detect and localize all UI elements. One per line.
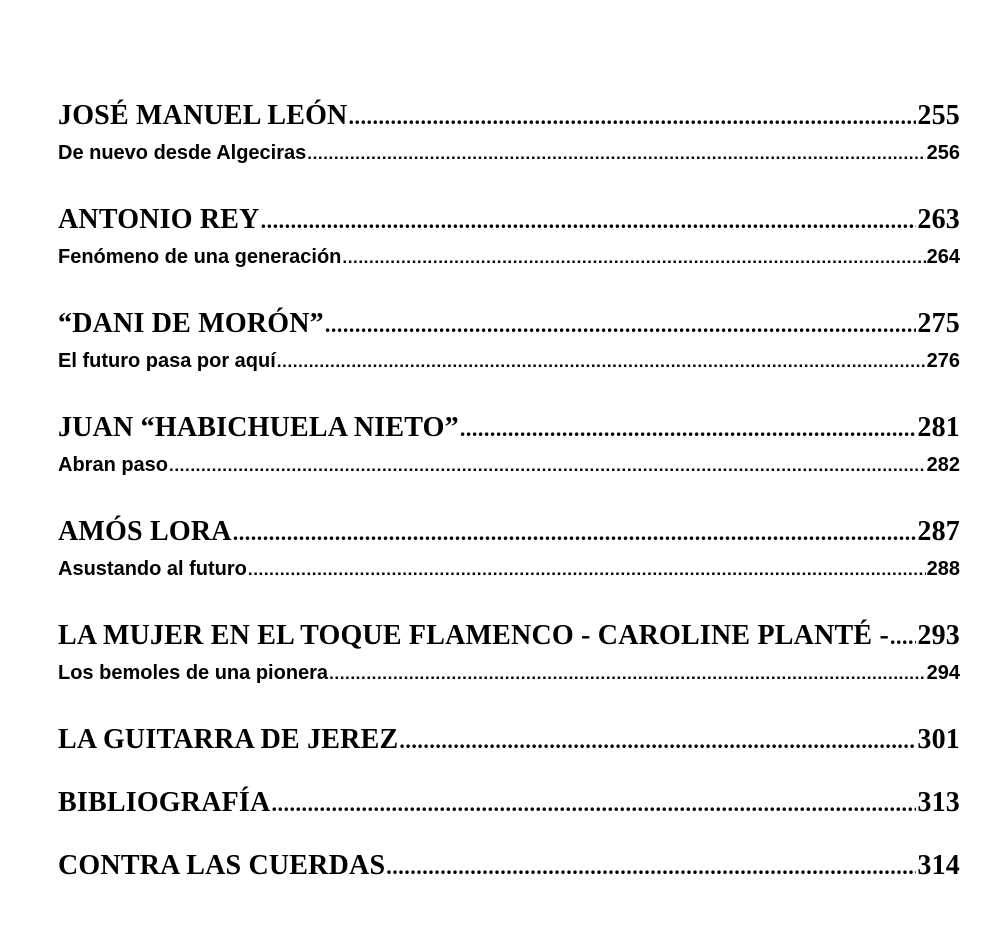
- chapter-page-number: 255: [917, 100, 960, 131]
- section-title: De nuevo desde Algeciras: [58, 142, 307, 164]
- chapter-page-number: 281: [917, 412, 960, 443]
- chapter-title: BIBLIOGRAFÍA: [58, 787, 271, 818]
- toc-chapter-entry: [58, 783, 960, 823]
- toc-group: [58, 200, 960, 274]
- chapter-page-number: 263: [917, 204, 960, 235]
- chapter-page-number: 314: [917, 850, 960, 881]
- chapter-page-number: 293: [917, 620, 960, 651]
- dot-leader: [342, 241, 925, 275]
- toc-group: [58, 304, 960, 378]
- toc-section-entry: [58, 448, 960, 482]
- dot-leader: [325, 305, 917, 345]
- section-title: Los bemoles de una pionera: [58, 662, 329, 684]
- chapter-page-number: 275: [917, 308, 960, 339]
- dot-leader: [261, 201, 917, 241]
- dot-leader: [399, 721, 916, 761]
- section-title: Abran paso: [58, 454, 169, 476]
- chapter-title: JOSÉ MANUEL LEÓN: [58, 100, 348, 131]
- dot-leader: [890, 617, 916, 657]
- toc-group: [58, 96, 960, 170]
- toc-group: [58, 783, 960, 823]
- toc-chapter-entry: [58, 720, 960, 760]
- dot-leader: [271, 784, 916, 824]
- section-page-number: 282: [926, 454, 960, 476]
- chapter-title: CONTRA LAS CUERDAS: [58, 850, 386, 881]
- toc-section-entry: [58, 136, 960, 170]
- dot-leader: [329, 657, 926, 691]
- toc-section-entry: [58, 552, 960, 586]
- section-page-number: 256: [926, 142, 960, 164]
- section-page-number: 288: [926, 558, 960, 580]
- dot-leader: [169, 449, 926, 483]
- toc-section-entry: [58, 240, 960, 274]
- chapter-page-number: 313: [917, 787, 960, 818]
- toc-chapter-entry: [58, 512, 960, 552]
- dot-leader: [386, 847, 916, 887]
- toc-group: [58, 846, 960, 886]
- section-title: Asustando al futuro: [58, 558, 247, 580]
- chapter-title: “DANI DE MORÓN”: [58, 308, 324, 339]
- chapter-title: AMÓS LORA: [58, 516, 232, 547]
- dot-leader: [307, 137, 925, 171]
- chapter-title: ANTONIO REY: [58, 204, 260, 235]
- toc-section-entry: [58, 344, 960, 378]
- chapter-title: JUAN “HABICHUELA NIETO”: [58, 412, 459, 443]
- chapter-page-number: 287: [917, 516, 960, 547]
- toc-chapter-entry: [58, 200, 960, 240]
- dot-leader: [460, 409, 917, 449]
- toc-group: [58, 512, 960, 586]
- section-page-number: 264: [926, 246, 960, 268]
- dot-leader: [233, 513, 917, 553]
- toc-group: [58, 408, 960, 482]
- section-page-number: 276: [926, 350, 960, 372]
- table-of-contents: [58, 96, 960, 886]
- toc-chapter-entry: [58, 846, 960, 886]
- dot-leader: [348, 97, 916, 137]
- toc-chapter-entry: [58, 408, 960, 448]
- toc-chapter-entry: [58, 304, 960, 344]
- section-title: Fenómeno de una generación: [58, 246, 342, 268]
- toc-group: [58, 616, 960, 690]
- chapter-page-number: 301: [917, 724, 960, 755]
- toc-chapter-entry: [58, 96, 960, 136]
- dot-leader: [277, 345, 926, 379]
- section-title: El futuro pasa por aquí: [58, 350, 276, 372]
- dot-leader: [248, 553, 926, 587]
- toc-section-entry: [58, 656, 960, 690]
- section-page-number: 294: [926, 662, 960, 684]
- toc-group: [58, 720, 960, 760]
- chapter-title: LA GUITARRA DE JEREZ: [58, 724, 399, 755]
- chapter-title: LA MUJER EN EL TOQUE FLAMENCO - CAROLINE PLANTÉ -: [58, 620, 889, 651]
- toc-chapter-entry: [58, 616, 960, 656]
